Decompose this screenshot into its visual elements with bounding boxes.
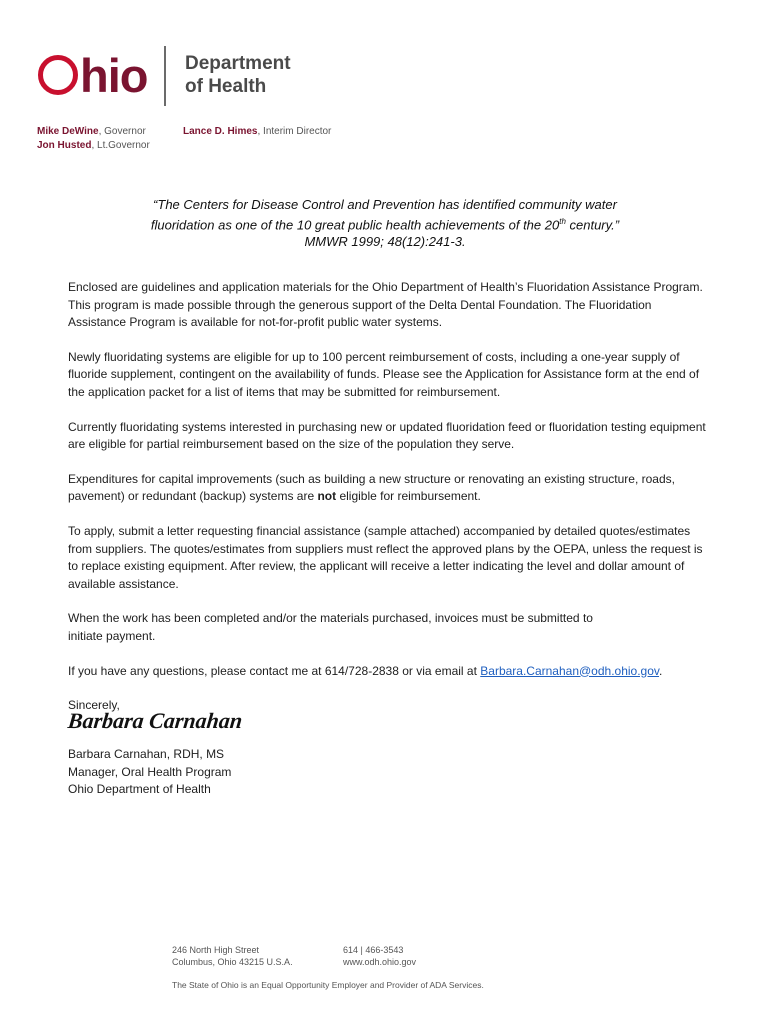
footer-phone: 614 | 466-3543 <box>343 945 404 955</box>
signer-name: Barbara Carnahan, RDH, MS <box>68 747 225 761</box>
footer-contact <box>343 944 416 968</box>
governor-title: , Governor <box>98 126 146 137</box>
signer-org: Ohio Department of Health <box>68 782 211 797</box>
equal-opportunity-note: The State of Ohio is an Equal Opportunity Employer and Provider of ADA Services. <box>172 980 484 990</box>
closing: Sincerely, <box>68 698 120 713</box>
mmwr-quote: “The Centers for Disease Control and Prevention has identified community water fluoridation as one of the 10 great public health achievements of the 20th century.” MMWR 1999; 48(12):241-3. <box>60 196 710 250</box>
governor-block <box>37 125 150 153</box>
paragraph-current-systems: Currently fluoridating systems interested in purchasing new or updated fluoridation feed or fluoridation testing equipment are eligible for partial reimbursement based on the size of the population they serve. <box>68 419 706 452</box>
director-name: Lance D. Himes <box>183 126 258 137</box>
ohio-o-ring-icon <box>38 55 78 95</box>
footer-address: 246 North High Street Columbus, Ohio 43215 U.S.A. <box>172 945 293 967</box>
paragraph-how-to-apply: To apply, submit a letter requesting financial assistance (sample attached) accompanied by detailed quotes/estimates from suppliers. The quotes/estimates from suppliers must reflect the approved plans by the OEPA, unless the request is to replace existing equipment. After review, the applicant will receive a letter indicating the level and dollar amount of available assistance. <box>68 523 703 591</box>
handwritten-signature: Barbara Carnahan <box>66 708 244 733</box>
paragraph-contact: If you have any questions, please contact me at 614/728-2838 or via email at Barbara.Carnahan@odh.ohio.gov. <box>68 663 663 678</box>
letter-body <box>68 279 708 732</box>
paragraph-payment: When the work has been completed and/or the materials purchased, invoices must be submitted to initiate payment. <box>68 611 593 643</box>
signer-title: Manager, Oral Health Program <box>68 764 232 779</box>
paragraph-expenditures: Expenditures for capital improvements (such as building a new structure or renovating an existing structure, roads, pavement) or redundant (backup) systems are not eligible for reimbursement. <box>68 471 675 504</box>
quote-citation: MMWR 1999; 48(12):241-3. <box>304 234 466 250</box>
paragraph-intro: Enclosed are guidelines and application materials for the Ohio Department of Health’s Fluoridation Assistance Program. This program is made possible through the generous support of the Delta Dental Foundation. The Fluoridation Assistance Program is available for not-for-profit public water systems. <box>68 280 703 330</box>
email-link[interactable]: Barbara.Carnahan@odh.ohio.gov <box>480 663 660 678</box>
paragraph-new-systems: Newly fluoridating systems are eligible for up to 100 percent reimbursement of costs, including a one-year supply of fluoride supplement, contingent on the availability of funds. Please see the Application for Assistance form at the end of the application packet for a list of items that may be submitted for reimbursement. <box>68 349 700 399</box>
footer-website: www.odh.ohio.gov <box>343 957 417 967</box>
department-name: Department of Health <box>185 53 291 97</box>
director-title: , Interim Director <box>257 126 332 137</box>
ohio-wordmark: hio <box>38 46 147 106</box>
lt-governor-title: , Lt.Governor <box>91 140 150 151</box>
director-block <box>183 125 331 139</box>
governor-name: Mike DeWine <box>37 126 99 137</box>
signer-block <box>68 746 231 799</box>
logo-divider <box>164 46 166 106</box>
lt-governor-name: Jon Husted <box>37 140 92 151</box>
